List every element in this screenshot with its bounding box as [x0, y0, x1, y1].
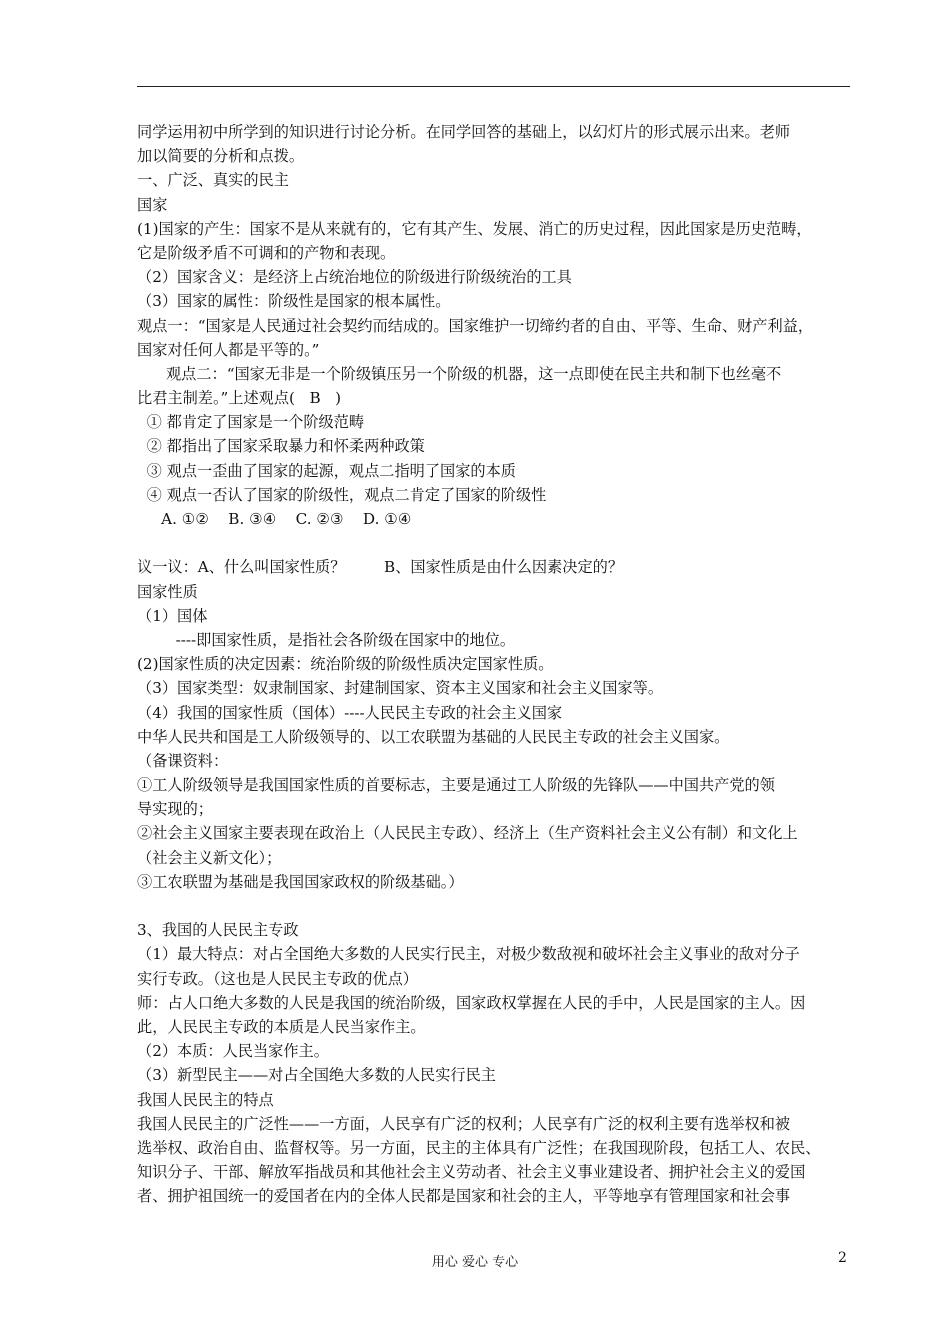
blank-line [137, 531, 853, 555]
text-line: ③ 观点一歪曲了国家的起源，观点二指明了国家的本质 [137, 461, 516, 480]
text-line: 同学运用初中所学到的知识进行讨论分析。在同学回答的基础上，以幻灯片的形式展示出来。老师 [137, 123, 791, 141]
text-line: 实行专政。（这也是人民民主专政的优点） [137, 969, 418, 988]
text-line: 观点一：“国家是人民通过社会契约而结成的。国家维护一切缔约者的自由、平等、生命、财产利益， [137, 316, 814, 335]
text-line: （1）国体 [137, 606, 208, 625]
page-number: 2 [838, 1250, 847, 1266]
text-line: 3、我国的人民民主专政 [137, 921, 299, 940]
text-line: ① 都肯定了国家是一个阶级范畴 [137, 413, 365, 432]
text-line: （3）新型民主——对占全国绝大多数的人民实行民主 [137, 1066, 496, 1085]
text-line: 此，人民民主专政的本质是人民当家作主。 [137, 1017, 426, 1036]
header-rule [137, 86, 850, 87]
text-line: 观点二：“国家无非是一个阶级镇压另一个阶级的机器，这一点即使在民主共和制下也丝毫不 [137, 364, 782, 383]
text-line: （3）国家的属性：阶级性是国家的根本属性。 [137, 292, 451, 311]
text-line: （2）国家含义：是经济上占统治地位的阶级进行阶级统治的工具 [137, 268, 572, 287]
text-line: 比君主制差。”上述观点( B ) [137, 389, 342, 408]
text-line: 一、广泛、真实的民主 [137, 171, 289, 190]
text-line: 它是阶级矛盾不可调和的产物和表现。 [137, 243, 396, 262]
text-line: ③工农联盟为基础是我国国家政权的阶级基础。） [137, 872, 464, 891]
text-line: 我国人民民主的广泛性——一方面，人民享有广泛的权利；人民享有广泛的权利主要有选举权和被 [137, 1114, 791, 1133]
text-line: （3）国家类型：奴隶制国家、封建制国家、资本主义国家和社会主义国家等。 [137, 679, 664, 698]
text-line: ② 都指出了国家采取暴力和怀柔两种政策 [137, 437, 425, 456]
text-line: 导实现的； [137, 800, 213, 819]
footer-text: 用心 爱心 专心 [431, 1255, 519, 1270]
text-line: 知识分子、干部、解放军指战员和其他社会主义劳动者、社会主义事业建设者、拥护社会主义的爱国 [137, 1163, 806, 1182]
text-line: 中华人民共和国是工人阶级领导的、以工农联盟为基础的人民民主专政的社会主义国家。 [137, 727, 730, 746]
text-line: ④ 观点一否认了国家的阶级性，观点二肯定了国家的阶级性 [137, 485, 547, 504]
text-line: 者、拥护祖国统一的爱国者在内的全体人民都是国家和社会的主人，平等地享有管理国家和社会事 [137, 1187, 791, 1206]
text-line: （2）本质：人民当家作主。 [137, 1042, 329, 1061]
text-line: （1）最大特点：对占全国绝大多数的人民实行民主，对极少数敌视和破坏社会主义事业的敌对分子 [137, 945, 800, 964]
text-line: 国家对任何人都是平等的。” [137, 340, 320, 359]
text-line: （备课资料： [137, 751, 229, 770]
text-line: 选举权、政治自由、监督权等。另一方面，民主的主体具有广泛性；在我国现阶段，包括工人、农民、 [137, 1138, 821, 1157]
text-line: 国家 [137, 195, 168, 214]
text-line: 国家性质 [137, 582, 198, 601]
text-line: A. ①② B. ③④ C. ②③ D. ①④ [137, 510, 412, 528]
text-line: (1)国家的产生：国家不是从来就有的，它有其产生、发展、消亡的历史过程，因此国家是历史范畴， [137, 219, 812, 238]
text-line: 师：占人口绝大多数的人民是我国的统治阶级，国家政权掌握在人民的手中，人民是国家的主人。因 [137, 993, 806, 1012]
text-line: （社会主义新文化）； [137, 848, 282, 867]
text-line: 加以简要的分析和点拨。 [137, 147, 305, 166]
blank-line [137, 894, 853, 918]
text-line: ①工人阶级领导是我国国家性质的首要标志，主要是通过工人阶级的先锋队——中国共产党的领 [137, 776, 775, 795]
text-line: (2)国家性质的决定因素：统治阶级的阶级性质决定国家性质。 [137, 655, 554, 674]
document-body [137, 120, 853, 1208]
text-line: ----即国家性质，是指社会各阶级在国家中的地位。 [137, 630, 516, 649]
text-line: ②社会主义国家主要表现在政治上（人民民主专政）、经济上（生产资料社会主义公有制）和文化上 [137, 824, 798, 843]
text-line: （4）我国的国家性质（国体）----人民民主专政的社会主义国家 [137, 703, 563, 722]
text-line: 议一议：A、什么叫国家性质？ B、国家性质是由什么因素决定的？ [137, 558, 623, 577]
text-line: 我国人民民主的特点 [137, 1090, 274, 1109]
